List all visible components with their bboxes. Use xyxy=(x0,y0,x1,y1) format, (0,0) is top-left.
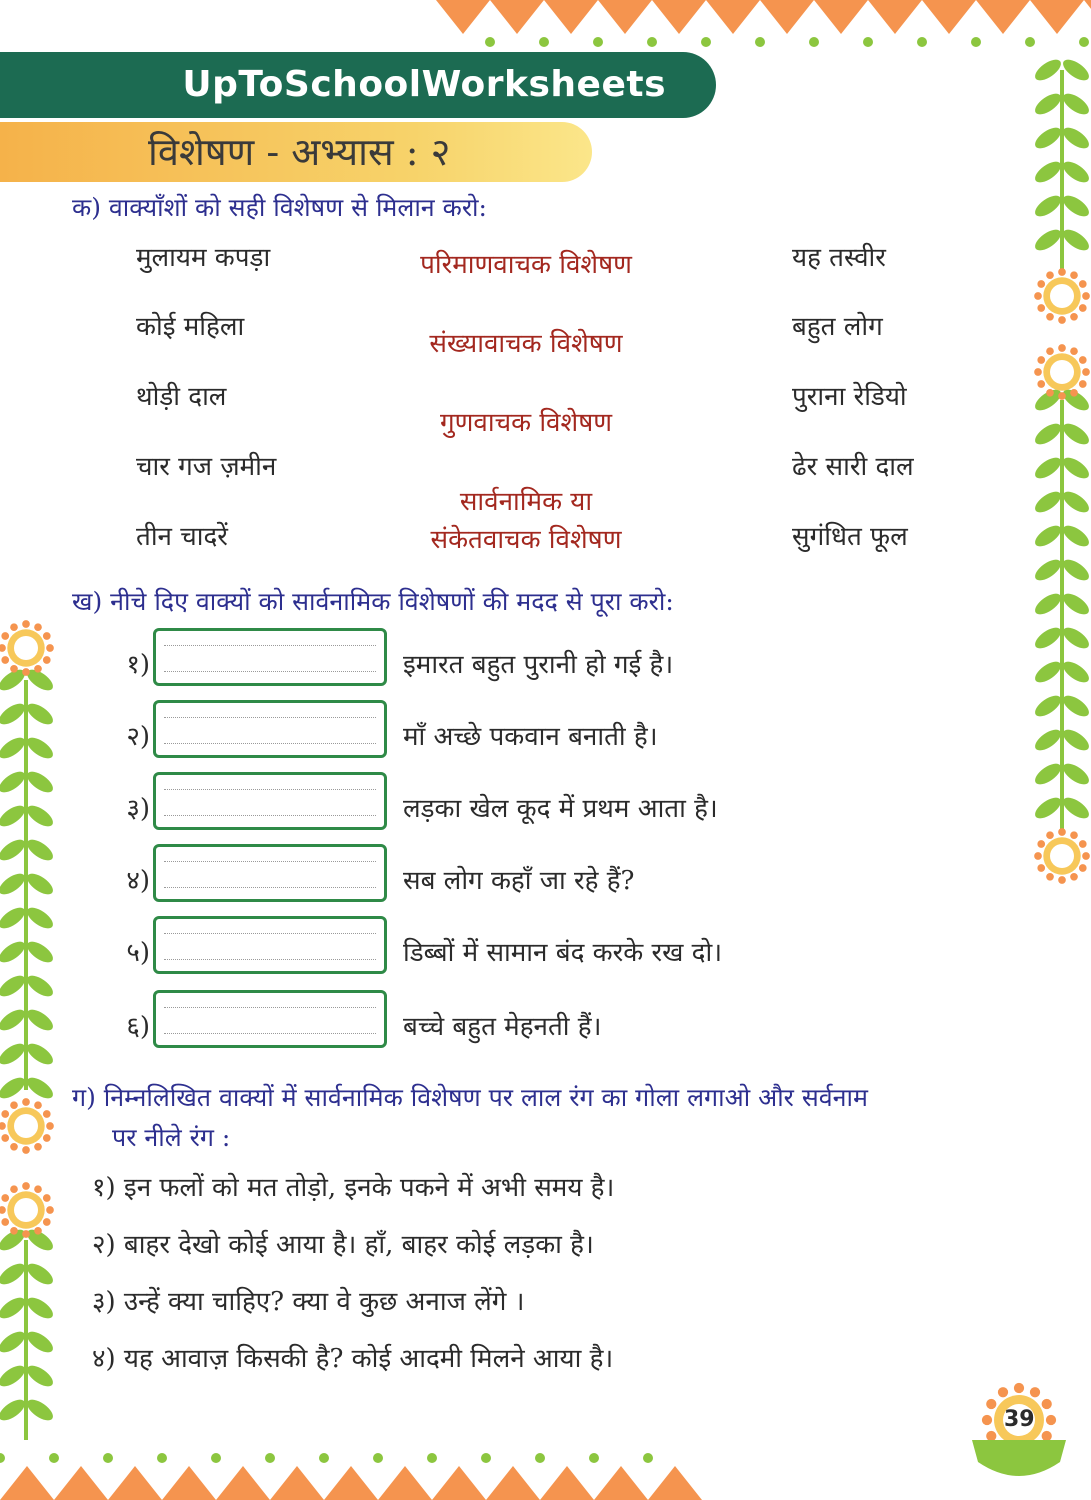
sentence: डिब्बों में सामान बंद करके रख दो। xyxy=(403,938,723,968)
page-title: विशेषण - अभ्यास : २ xyxy=(148,130,451,174)
exercise-sentence: १) इन फलों को मत तोड़ो, इनके पकने में अभी समय है। xyxy=(92,1173,615,1203)
section-b-heading: ख) नीचे दिए वाक्यों को सार्वनामिक विशेषणों की मदद से पूरा करो: xyxy=(72,587,674,616)
sentence: सब लोग कहाँ जा रहे हैं? xyxy=(403,866,635,896)
sentence: माँ अच्छे पकवान बनाती है। xyxy=(403,722,658,752)
right-item: पुराना रेडियो xyxy=(792,382,907,412)
row-number: ३) xyxy=(126,794,150,824)
section-c-heading: ग) निम्नलिखित वाक्यों में सार्वनामिक विशेषण पर लाल रंग का गोला लगाओ और सर्वनाम xyxy=(72,1083,868,1112)
section-a-heading: क) वाक्याँशों को सही विशेषण से मिलान करो: xyxy=(72,193,487,222)
answer-box[interactable] xyxy=(153,990,387,1048)
exercise-sentence: ३) उन्हें क्या चाहिए? क्या वे कुछ अनाज लेंगे । xyxy=(92,1287,525,1317)
left-item: थोड़ी दाल xyxy=(136,382,227,412)
adjective-type: संख्यावाचक विशेषण xyxy=(429,329,623,359)
answer-box[interactable] xyxy=(153,772,387,830)
row-number: १) xyxy=(126,650,150,680)
answer-box[interactable] xyxy=(153,916,387,974)
top-triangle-border xyxy=(436,0,1091,34)
top-dot-border xyxy=(485,37,1089,47)
answer-box[interactable] xyxy=(153,700,387,758)
section-c-heading-cont: पर नीले रंग : xyxy=(112,1123,231,1152)
sentence: इमारत बहुत पुरानी हो गई है। xyxy=(403,650,674,680)
exercise-sentence: ४) यह आवाज़ किसकी है? कोई आदमी मिलने आया है। xyxy=(92,1344,614,1374)
adjective-type: गुणवाचक विशेषण xyxy=(439,408,613,438)
left-item: चार गज ज़मीन xyxy=(136,452,277,482)
bottom-dot-border xyxy=(0,1453,653,1463)
bottom-triangle-border xyxy=(0,1466,702,1500)
row-number: ५) xyxy=(126,938,150,968)
row-number: ४) xyxy=(126,866,150,896)
page-number: 39 xyxy=(1004,1407,1035,1432)
adjective-type: परिमाणवाचक विशेषण xyxy=(420,250,632,280)
sentence: बच्चे बहुत मेहनती हैं। xyxy=(403,1012,602,1042)
left-item: मुलायम कपड़ा xyxy=(136,243,271,273)
row-number: २) xyxy=(126,722,150,752)
right-item: सुगंधित फूल xyxy=(792,522,908,552)
pot-icon xyxy=(972,1440,1066,1476)
right-leaf-vine xyxy=(1032,56,1091,830)
left-leaf-vine xyxy=(0,666,56,1440)
left-item: तीन चादरें xyxy=(136,522,228,552)
right-item: ढेर सारी दाल xyxy=(792,452,914,482)
left-item: कोई महिला xyxy=(136,312,245,342)
brand-name: UpToSchoolWorksheets xyxy=(182,64,666,105)
right-item: यह तस्वीर xyxy=(792,243,886,273)
answer-box[interactable] xyxy=(153,628,387,686)
answer-box[interactable] xyxy=(153,844,387,902)
row-number: ६) xyxy=(126,1012,150,1042)
right-item: बहुत लोग xyxy=(792,312,883,342)
adjective-type: संकेतवाचक विशेषण xyxy=(430,525,622,555)
adjective-type: सार्वनामिक या xyxy=(459,487,593,517)
exercise-sentence: २) बाहर देखो कोई आया है। हाँ, बाहर कोई लड़का है। xyxy=(92,1230,594,1260)
sentence: लड़का खेल कूद में प्रथम आता है। xyxy=(403,794,718,824)
